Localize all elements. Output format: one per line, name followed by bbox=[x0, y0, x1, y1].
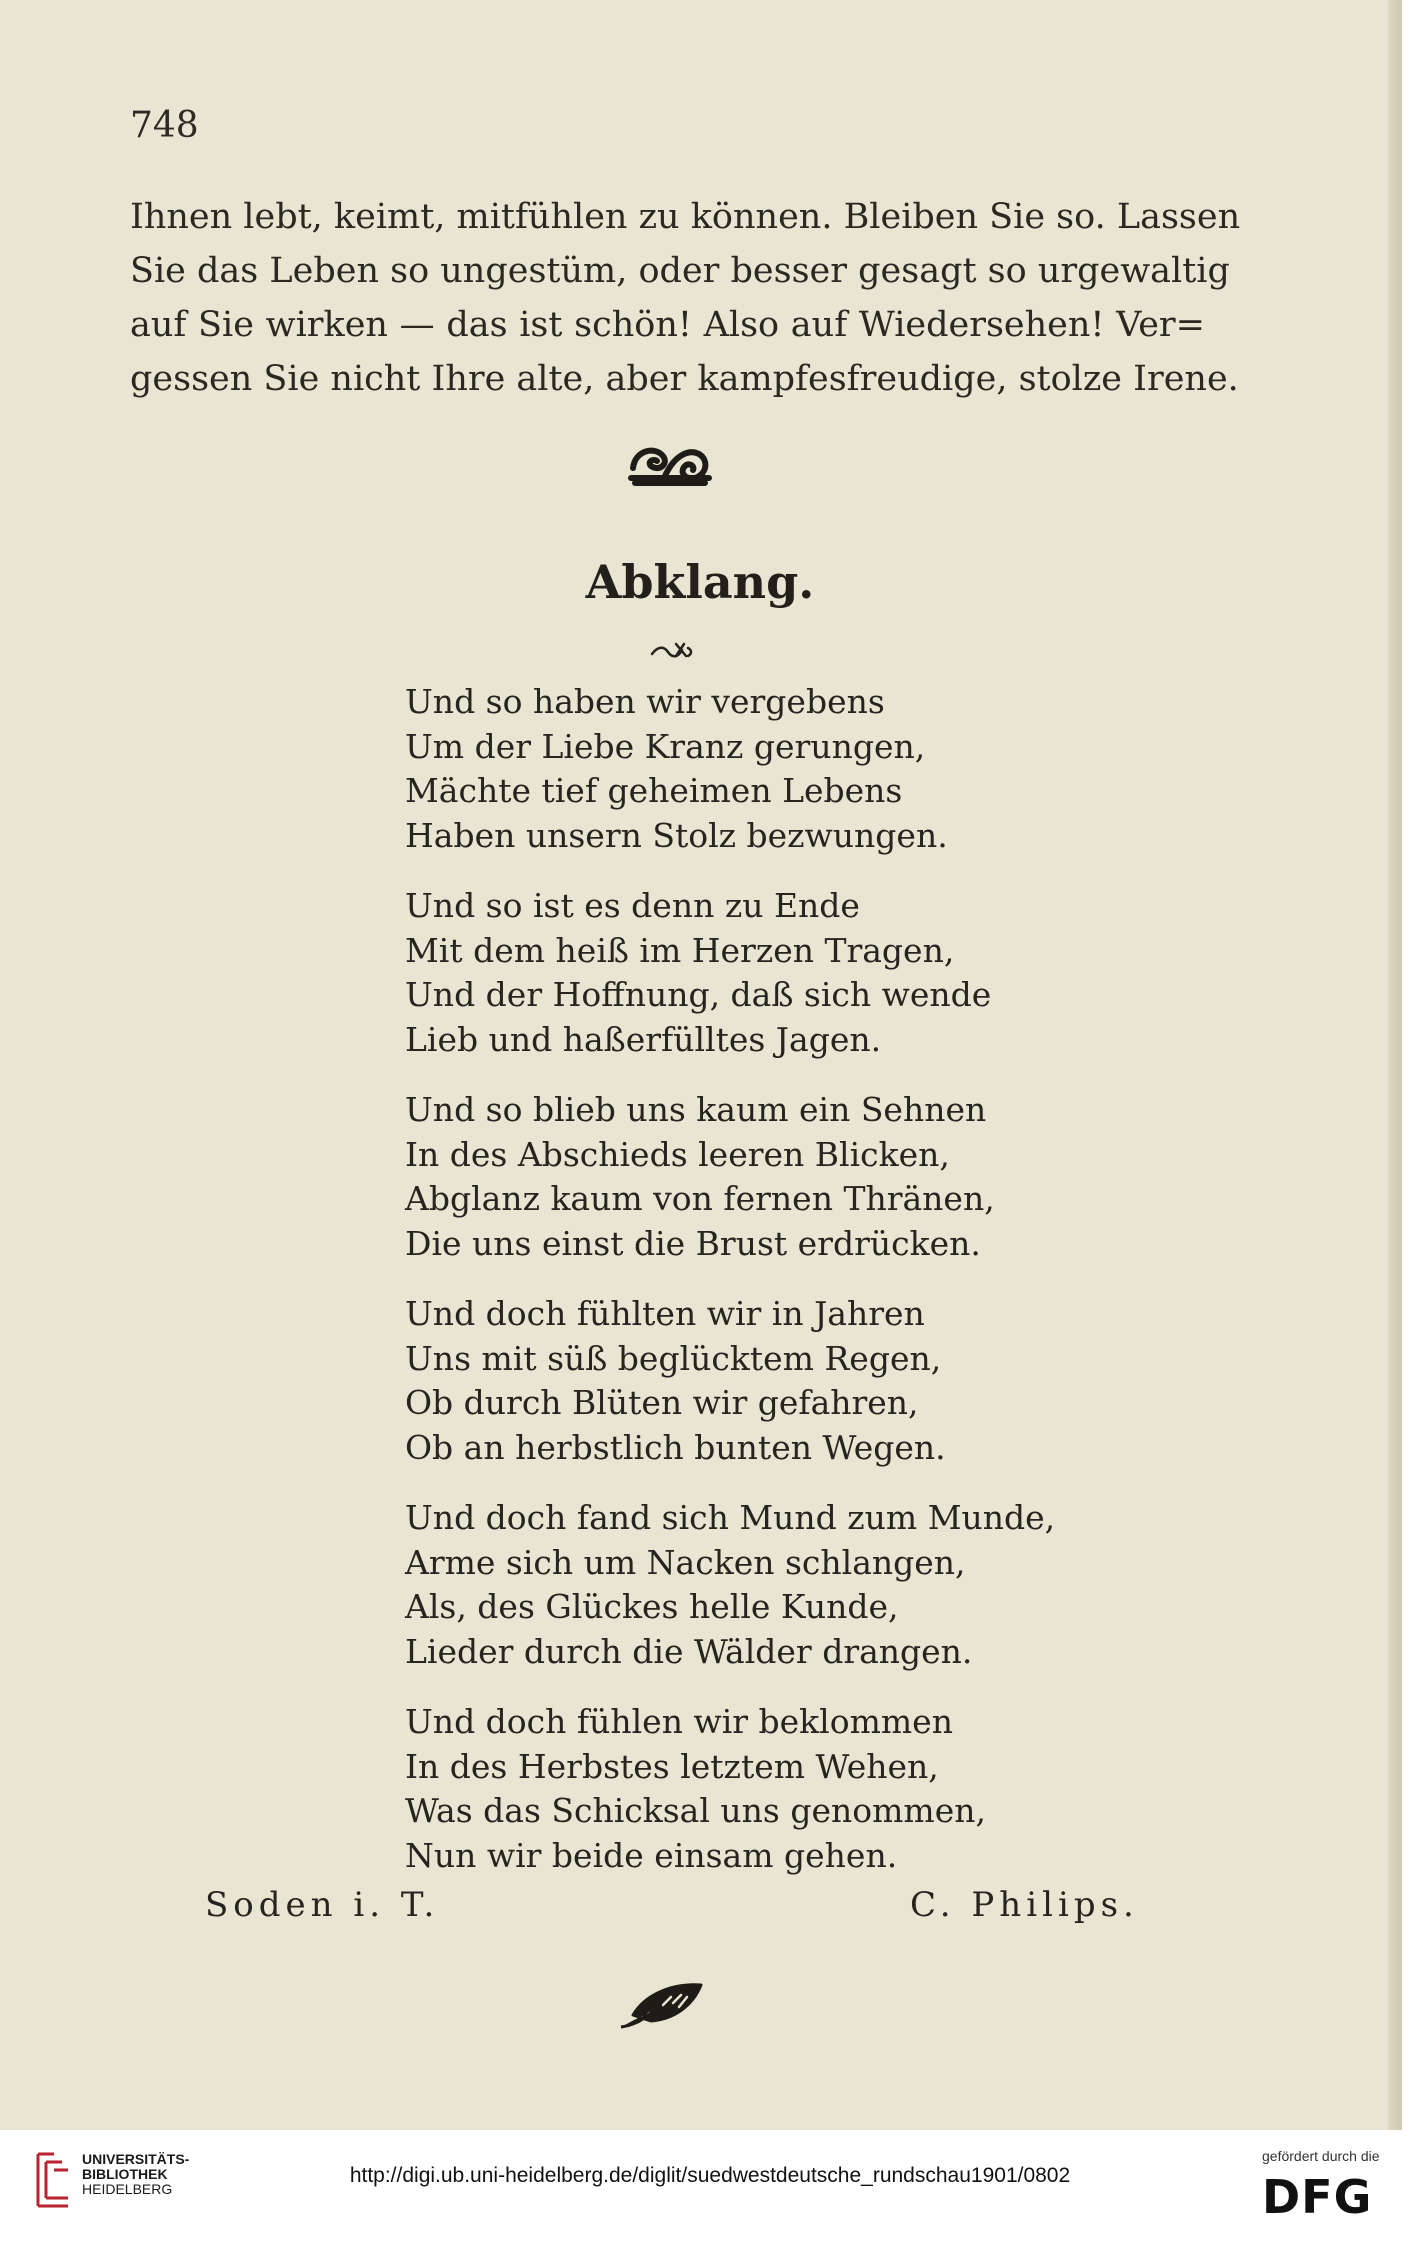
verse-line: In des Abschieds leeren Blicken, bbox=[405, 1134, 950, 1174]
footer-bar bbox=[0, 2130, 1420, 2241]
verse-line: Uns mit süß beglücktem Regen, bbox=[405, 1338, 942, 1378]
verse-line: Abglanz kaum von fernen Thränen, bbox=[405, 1179, 995, 1218]
verse-line: Als, des Glückes helle Kunde, bbox=[405, 1587, 899, 1626]
stanza bbox=[405, 1496, 1055, 1674]
author-signature: C. Philips. bbox=[910, 1885, 1139, 1925]
verse-line: Und so blieb uns kaum ein Sehnen bbox=[405, 1090, 987, 1129]
verse-line: Und doch fühlten wir in Jahren bbox=[405, 1294, 925, 1333]
library-name-line: UNIVERSITÄTS- bbox=[82, 2151, 190, 2167]
verse-line: Ob durch Blüten wir gefahren, bbox=[405, 1383, 919, 1422]
page-edge-shadow bbox=[1388, 0, 1402, 2130]
prose-line: gessen Sie nicht Ihre alte, aber kampfesfreudige, stolze Irene. bbox=[130, 359, 1239, 399]
permalink-url[interactable]: http://digi.ub.uni-heidelberg.de/diglit/suedwestdeutsche_rundschau1901/0802 bbox=[349, 2164, 1071, 2187]
verse-line: Nun wir beide einsam gehen. bbox=[405, 1835, 898, 1875]
verse-line: Und doch fand sich Mund zum Munde, bbox=[405, 1498, 1056, 1537]
verse-line: In des Herbstes letztem Wehen, bbox=[405, 1746, 939, 1786]
verse-line: Arme sich um Nacken schlangen, bbox=[405, 1542, 966, 1582]
prose-line: Ihnen lebt, keimt, mitfühlen zu können. Bleiben Sie so. Lassen bbox=[130, 197, 1241, 237]
verse-line: Und so ist es denn zu Ende bbox=[405, 886, 860, 925]
verse-line: Haben unsern Stolz bezwungen. bbox=[405, 815, 948, 855]
title-flourish-icon bbox=[650, 638, 694, 664]
poem-title: Abklang. bbox=[585, 555, 815, 609]
stanza bbox=[405, 1700, 1055, 1878]
verse-line: Mächte tief geheimen Lebens bbox=[405, 771, 903, 810]
verse-line: Lieder durch die Wälder drangen. bbox=[405, 1631, 973, 1671]
verse-line: Und der Hoffnung, daß sich wende bbox=[405, 975, 992, 1014]
stanza bbox=[405, 884, 1055, 1062]
library-name-line: BIBLIOTHEK bbox=[82, 2166, 168, 2182]
verse-line: Und doch fühlen wir beklommen bbox=[405, 1702, 953, 1741]
poem-body bbox=[405, 680, 1055, 1904]
verse-line: Die uns einst die Brust erdrücken. bbox=[405, 1223, 981, 1263]
verse-line: Mit dem heiß im Herzen Tragen, bbox=[405, 930, 955, 970]
verse-line: Ob an herbstlich bunten Wegen. bbox=[405, 1427, 946, 1467]
prose-line: Sie das Leben so ungestüm, oder besser gesagt so urgewaltig bbox=[130, 251, 1230, 291]
stanza bbox=[405, 680, 1055, 858]
stanza bbox=[405, 1088, 1055, 1266]
prose-line: auf Sie wirken — das ist schön! Also auf Wiedersehen! Ver= bbox=[130, 305, 1205, 345]
letter-prose bbox=[130, 190, 1241, 406]
page-number: 748 bbox=[130, 105, 199, 146]
verse-line: Und so haben wir vergebens bbox=[405, 682, 885, 721]
verse-line: Lieb und haßerfülltes Jagen. bbox=[405, 1019, 882, 1059]
funding-note: gefördert durch die bbox=[1262, 2148, 1380, 2164]
fleuron-ornament-icon bbox=[625, 428, 715, 488]
stanza bbox=[405, 1292, 1055, 1470]
place-signature: Soden i. T. bbox=[205, 1885, 440, 1925]
library-name-line: HEIDELBERG bbox=[82, 2181, 173, 2197]
dfg-logo: DFG bbox=[1262, 2170, 1373, 2224]
verse-line: Um der Liebe Kranz gerungen, bbox=[405, 726, 926, 766]
leaf-ornament-icon bbox=[615, 1975, 720, 2035]
verse-line: Was das Schicksal uns genommen, bbox=[405, 1791, 986, 1830]
